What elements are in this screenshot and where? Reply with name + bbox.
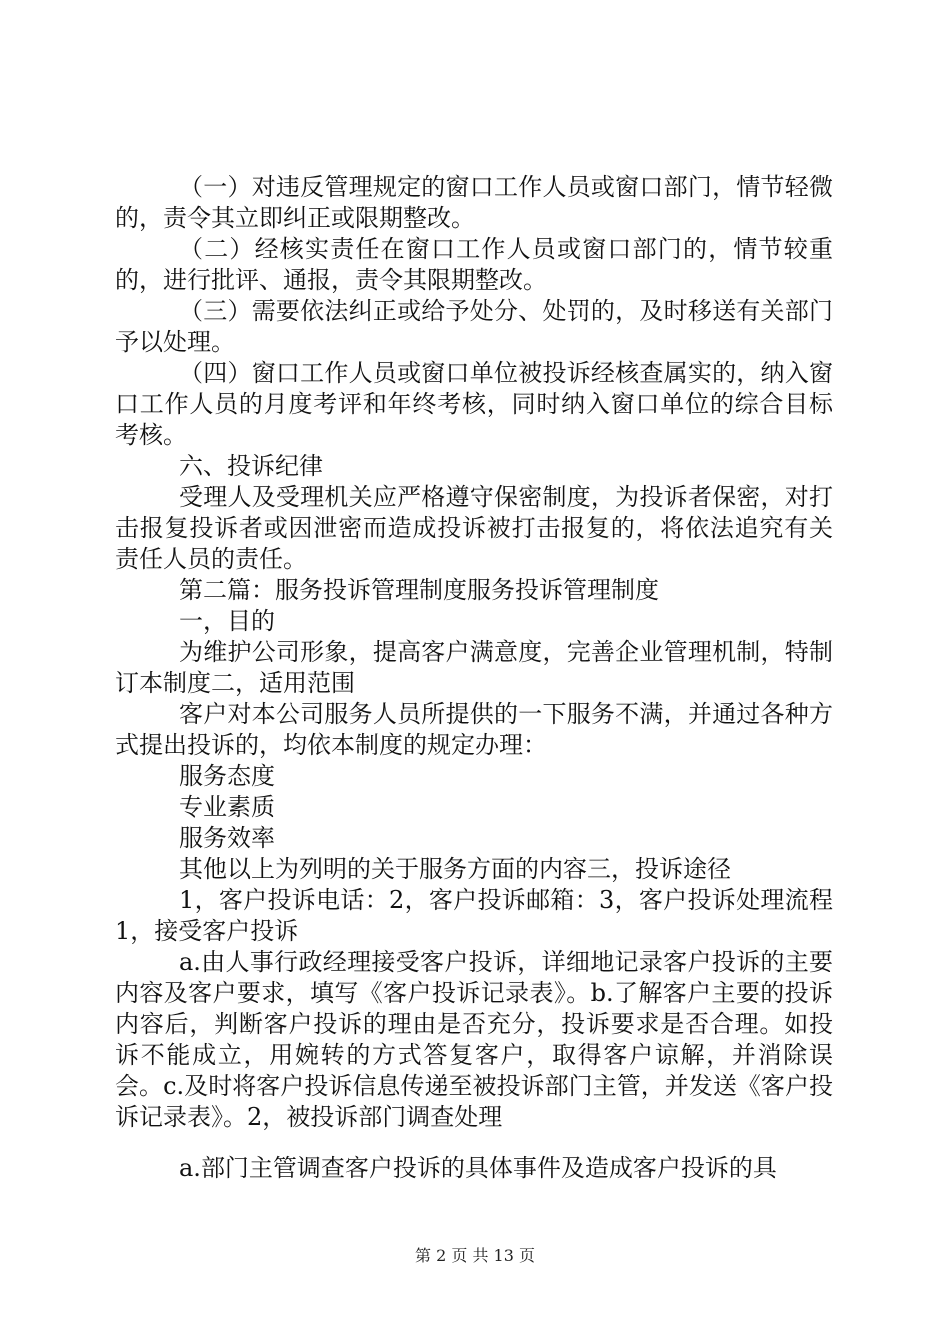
list-item-quality: 专业素质 — [179, 793, 275, 821]
list-item-attitude: 服务态度 — [179, 762, 275, 790]
paragraph-punish-2: （二）经核实责任在窗口工作人员或窗口部门的，情节较重的，进行批评、通报，责令其限期整改。 — [115, 235, 833, 294]
paragraph-scope: 客户对本公司服务人员所提供的一下服务不满，并通过各种方式提出投诉的，均依本制度的规定办理： — [115, 700, 833, 759]
document-body — [115, 172, 833, 1184]
paragraph-process: a.由人事行政经理接受客户投诉，详细地记录客户投诉的主要内容及客户要求，填写《客户投诉记录表》。b.了解客户主要的投诉内容后，判断客户投诉的理由是否充分，投诉要求是否合理。如投诉不能成立，用婉转的方式答复客户，取得客户谅解，并消除误会。c.及时将客户投诉信息传递至被投诉部门主管，并发送《客户投诉记录表》。2，被投诉部门调查处理 — [115, 948, 833, 1131]
list-item-efficiency: 服务效率 — [179, 824, 275, 852]
paragraph-punish-3: （三）需要依法纠正或给予处分、处罚的，及时移送有关部门予以处理。 — [115, 297, 833, 356]
paragraph-other: 其他以上为列明的关于服务方面的内容三，投诉途径 — [179, 855, 731, 883]
paragraph-discipline: 受理人及受理机关应严格遵守保密制度，为投诉者保密，对打击报复投诉者或因泄密而造成投诉被打击报复的，将依法追究有关责任人员的责任。 — [115, 483, 833, 573]
paragraph-punish-4: （四）窗口工作人员或窗口单位被投诉经核查属实的，纳入窗口工作人员的月度考评和年终考核，同时纳入窗口单位的综合目标考核。 — [115, 359, 833, 449]
chapter-heading-second: 第二篇：服务投诉管理制度服务投诉管理制度 — [179, 576, 659, 604]
section-heading-purpose: 一，目的 — [179, 607, 275, 635]
page-footer: 第 2 页 共 13 页 — [415, 1246, 535, 1265]
paragraph-investigation: a.部门主管调查客户投诉的具体事件及造成客户投诉的具 — [179, 1154, 777, 1182]
paragraph-punish-1: （一）对违反管理规定的窗口工作人员或窗口部门，情节轻微的，责令其立即纠正或限期整改。 — [115, 173, 833, 232]
section-heading-discipline: 六、投诉纪律 — [179, 452, 323, 480]
paragraph-purpose: 为维护公司形象，提高客户满意度，完善企业管理机制，特制订本制度二，适用范围 — [115, 638, 833, 697]
paragraph-channels: 1，客户投诉电话：2，客户投诉邮箱：3，客户投诉处理流程 1，接受客户投诉 — [115, 886, 833, 945]
